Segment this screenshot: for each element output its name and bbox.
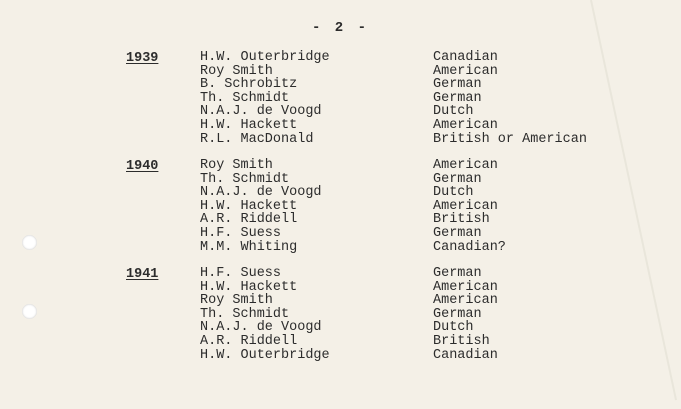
person-name: A.R. Riddell <box>200 212 298 228</box>
nationality: German <box>433 171 482 187</box>
nationality: American <box>433 198 498 214</box>
nationality: German <box>433 225 482 241</box>
punch-hole-upper <box>22 235 37 250</box>
person-name: H.F. Suess <box>200 225 282 241</box>
year-label: 1940 <box>126 159 159 174</box>
person-name: N.A.J. de Voogd <box>200 185 322 201</box>
page-number: - 2 - <box>311 20 369 36</box>
nationality: American <box>433 158 498 173</box>
person-name: Roy Smith <box>200 293 273 309</box>
nationality: Dutch <box>433 104 474 120</box>
nationality: German <box>433 77 482 93</box>
person-name: H.W. Outerbridge <box>200 347 330 363</box>
person-name: Roy Smith <box>200 63 273 79</box>
nationality: American <box>433 279 498 295</box>
nationality: Dutch <box>433 320 474 336</box>
nationality: British <box>433 212 490 228</box>
person-name: Roy Smith <box>200 158 273 173</box>
nationality: Dutch <box>433 185 474 201</box>
person-name: M.M. Whiting <box>200 239 298 255</box>
nationality: British <box>433 333 490 349</box>
nationality: Canadian <box>433 50 498 65</box>
person-name: H.W. Hackett <box>200 279 298 295</box>
person-name: Th. Schmidt <box>200 306 290 322</box>
nationality: Canadian? <box>433 239 506 255</box>
person-name: Th. Schmidt <box>200 171 290 187</box>
nationality: British or American <box>433 131 587 147</box>
person-name: H.W. Hackett <box>200 117 298 133</box>
nationality: American <box>433 293 498 309</box>
year-label: 1939 <box>126 51 159 66</box>
nationality: German <box>433 306 482 322</box>
fold-crease <box>590 0 677 400</box>
person-name: N.A.J. de Voogd <box>200 320 322 336</box>
nationality: American <box>433 63 498 79</box>
year-label: 1941 <box>126 267 159 282</box>
person-name: N.A.J. de Voogd <box>200 104 322 120</box>
nationality: American <box>433 117 498 133</box>
person-name: A.R. Riddell <box>200 333 298 349</box>
person-name: B. Schrobitz <box>200 77 298 93</box>
person-name: H.F. Suess <box>200 266 282 281</box>
nationality: German <box>433 90 482 106</box>
person-name: R.L. MacDonald <box>200 131 314 147</box>
nationality: Canadian <box>433 347 498 363</box>
person-name: H.W. Hackett <box>200 198 298 214</box>
person-name: Th. Schmidt <box>200 90 290 106</box>
punch-hole-lower <box>22 304 37 319</box>
person-name: H.W. Outerbridge <box>200 50 330 65</box>
nationality: German <box>433 266 482 281</box>
